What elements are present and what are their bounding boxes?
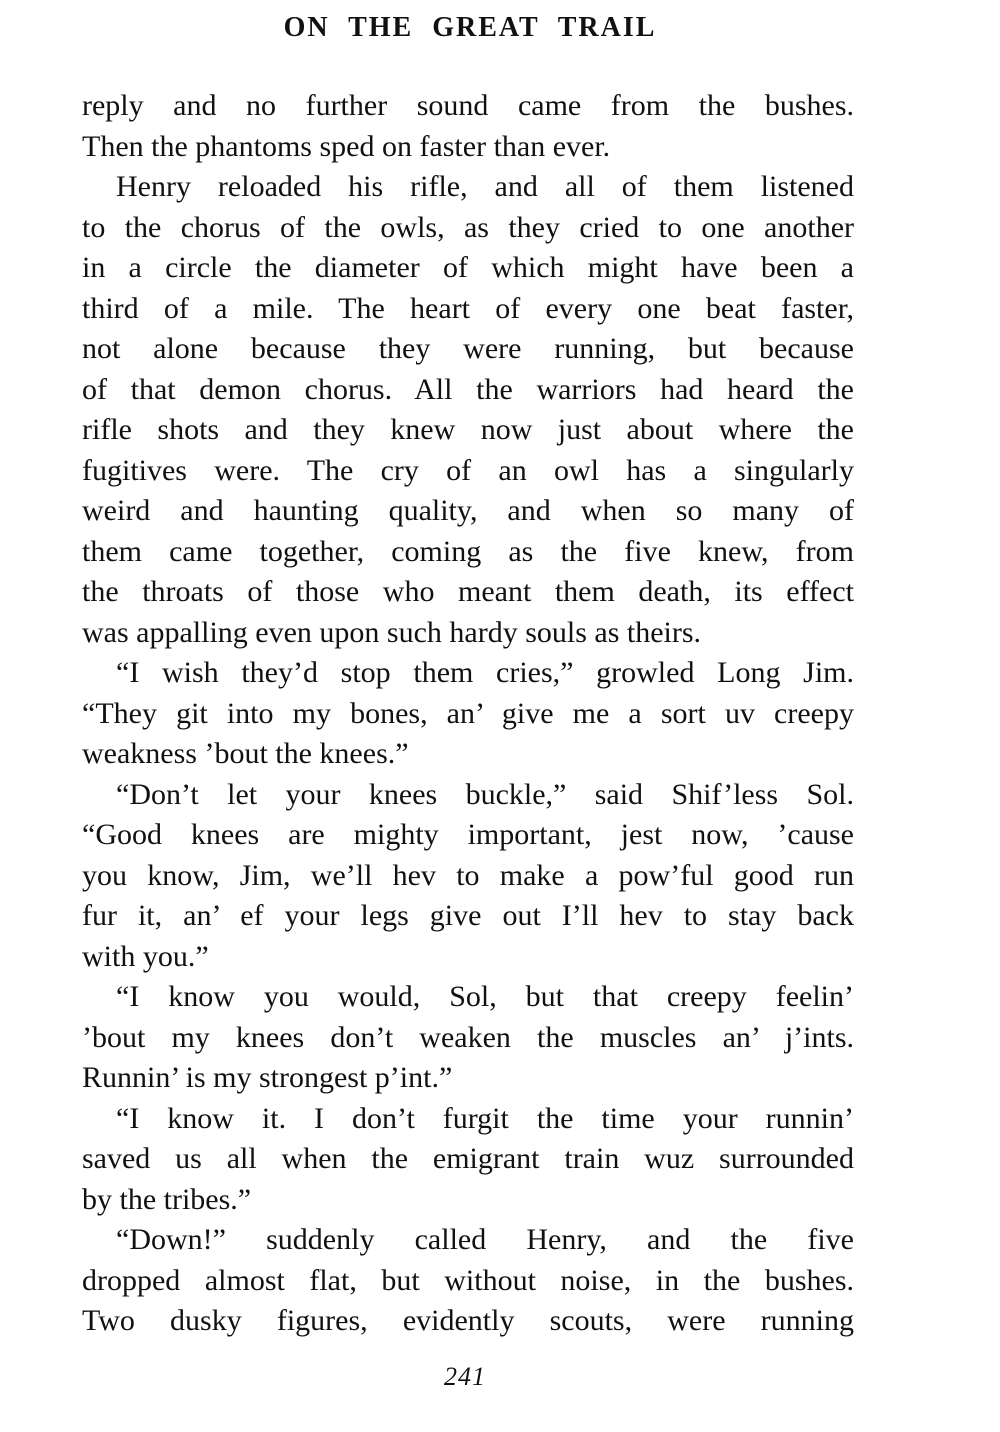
text-line: dropped almost flat, but without noise, in the bushes. [82,1263,854,1297]
text-line: them came together, coming as the five knew, from [82,534,854,568]
text-line: was appalling even upon such hardy souls as theirs. [82,615,702,649]
text-line: of that demon chorus. All the warriors had heard the [82,372,854,406]
text-line: Runnin’ is my strongest p’int.” [82,1061,453,1094]
text-line: “Good knees are mighty important, jest now, ’cause [82,818,854,851]
text-line: Henry reloaded his rifle, and all of them listened [116,170,854,203]
text-line: the throats of those who meant them death, its effect [82,575,854,608]
text-line: with you.” [82,939,209,973]
text-line: “I wish they’d stop them cries,” growled Long Jim. [116,656,854,689]
text-line: ’bout my knees don’t weaken the muscles an’ j’ints. [82,1020,854,1054]
text-line: third of a mile. The heart of every one beat faster, [82,291,854,325]
text-line: saved us all when the emigrant train wuz surrounded [82,1142,854,1175]
text-line: Two dusky figures, evidently scouts, were running [82,1304,854,1337]
text-line: “Don’t let your knees buckle,” said Shif’less Sol. [116,777,854,811]
text-line: in a circle the diameter of which might have been a [82,251,854,284]
text-line: Then the phantoms sped on faster than ever. [82,129,611,163]
body-text [82,86,854,1342]
text-line: by the tribes.” [82,1182,252,1216]
text-line: you know, Jim, we’ll hev to make a pow’ful good run [82,858,854,892]
text-line: “I know you would, Sol, but that creepy feelin’ [116,980,854,1013]
text-line: weird and haunting quality, and when so many of [82,494,854,527]
text-line: rifle shots and they knew now just about where the [82,413,854,446]
text-line: “Down!” suddenly called Henry, and the five [116,1223,854,1256]
text-line: weakness ’bout the knees.” [82,737,409,770]
text-line: “They git into my bones, an’ give me a sort uv creepy [82,696,854,730]
text-line: not alone because they were running, but because [82,332,854,365]
running-head: ON THE GREAT TRAIL [283,12,657,43]
text-line: “I know it. I don’t furgit the time your runnin’ [116,1101,854,1135]
text-line: fugitives were. The cry of an owl has a singularly [82,453,854,487]
page-number: 241 [444,1362,486,1391]
text-line: reply and no further sound came from the bushes. [82,89,854,122]
text-line: fur it, an’ ef your legs give out I’ll hev to stay back [82,899,854,932]
text-line: to the chorus of the owls, as they cried to one another [82,210,854,244]
